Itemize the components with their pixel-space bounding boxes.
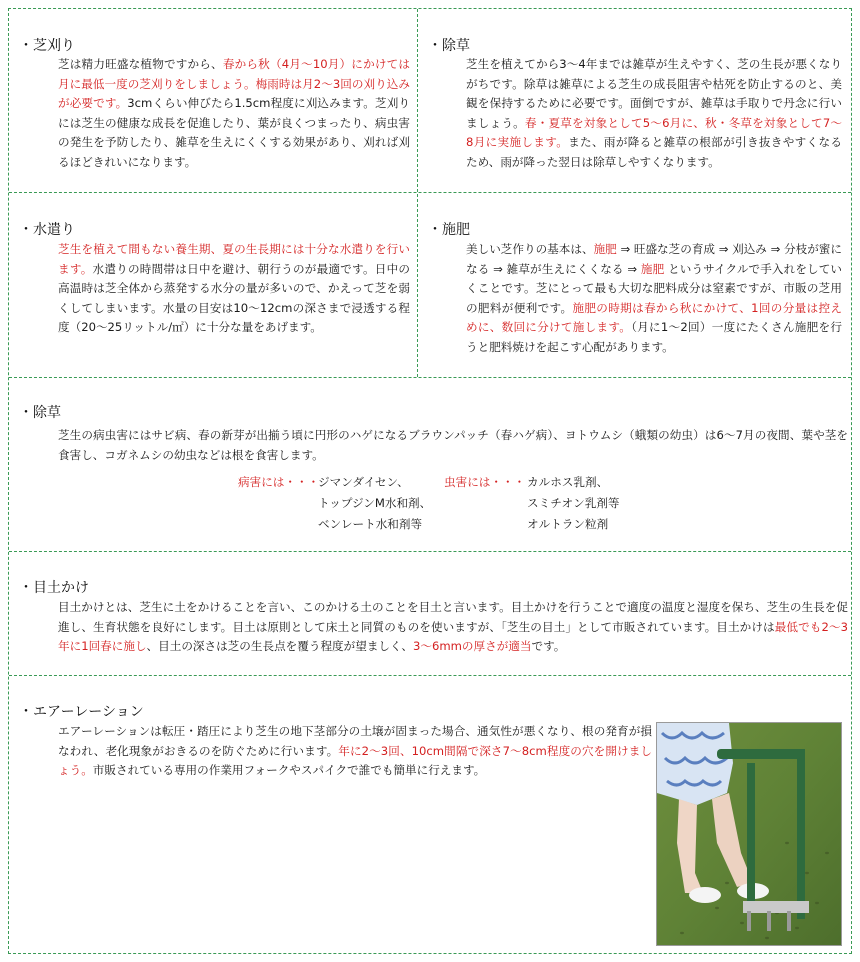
highlighted-text: 施肥の時期は春から秋にかけて、1回の分量は控えめに、数回に分けて施します。 [466,300,842,334]
body-text: エアーレーションは転圧・踏圧により芝生の地下茎部分の土壌が固まった場合、通気性が悪くなり、根の発育が損なわれ、老化現象がおきるのを防ぐために行います。 [58,724,652,758]
body-text: 美しい芝作りの基本は、 [466,242,594,256]
body-text: 目土かけとは、芝生に土をかけることを言い、このかける土のことを目土と言います。目土かけを行うことで適度の温度と湿度を保ち、芝生の生長を促進し、生育状態を良好にします。目土は原則として床土と同質のものを使いますが、「芝生の目土」として市販されています。目土かけは [58,600,848,634]
divider [417,9,418,377]
insect-item: スミチオン乳剤等 [527,496,620,510]
insect-label: 虫害には・・・ [444,475,526,489]
body-text: です。 [531,639,566,653]
aeration-photo [656,722,842,946]
highlighted-text: 3～6mmの厚さが適当 [412,639,532,653]
body-text: 水遣りの時間帯は日中を避け、朝行うのが最適です。日中の高温時は芝全体から蒸発する水分の量が多いので、かえって芝を弱くしてしまいます。水量の目安は10～12cmの深さまで浸透する程度（20～25リットル/㎡）に十分な量をあげます。 [58,261,410,334]
section-title-mowing: ・芝刈り [19,38,75,54]
section-title-fertilizing: ・施肥 [428,222,470,238]
section-body-aeration [58,722,652,781]
body-text: 3cmくらい伸びたら1.5cm程度に刈込みます。芝刈りには芝生の健康な成長を促進したり、葉が良くつまったり、病虫害の発生を予防したり、雑草を生えにくくする効果があり、刈れば刈るほどきれいになります。 [58,96,410,169]
section-body-fertilizing [466,240,842,357]
section-title-weeding: ・除草 [428,38,470,54]
divider [9,675,851,676]
body-text: ⇒ 旺盛な芝の育成 ⇒ 刈込み ⇒ 分枝が蜜になる ⇒ 雑草が生えにくくなる ⇒ [466,242,842,276]
insect-item: カルホス乳剤、 [527,475,609,489]
disease-item: トップジンM水和剤、 [318,496,432,510]
section-title-aeration: ・エアーレーション [19,704,144,720]
highlighted-text: 施肥 [640,261,665,276]
body-text: （月に1～2回）一度にたくさん施肥を行うと肥料焼けを起こす心配があります。 [466,320,842,354]
section-title-topdressing: ・目土かけ [19,580,89,596]
disease-item: ベンレート水和剤等 [318,517,423,531]
highlighted-text: 施肥 [593,242,617,256]
highlighted-text: 年に2～3回、10cm間隔で深さ7～8cm程度の穴を開けましょう。 [58,743,652,777]
section-title-watering: ・水遣り [19,222,75,238]
section-body-watering [58,240,410,338]
section-body-pests: 芝生の病虫害にはサビ病、春の新芽が出揃う頃に円形のハゲになるブラウンパッチ（春ハゲ病）、ヨトウムシ（蛾類の幼虫）は6～7月の夜間、葉や茎を食害し、コガネムシの幼虫などは根を食害します。 [58,428,848,462]
divider [9,377,851,378]
highlighted-text: 最低でも2～3年に1回春に施し [58,619,848,653]
disease-item: ジマンダイセン、 [318,475,409,489]
highlighted-text: 春から秋（4月～10月）にかけては月に最低一度の芝刈りをしましょう。梅雨時は月2～3回の刈り込みが必要です。 [58,57,410,110]
body-text: 市販されている専用の作業用フォークやスパイクで誰でも簡単に行えます。 [92,763,486,777]
section-body-mowing [58,55,410,172]
section-title-pests: ・除草 [19,405,61,421]
body-text: というサイクルで手入れをしていくことです。芝にとって最も大切な肥料成分は窒素ですが、市販の芝用の肥料が便利です。 [466,261,842,315]
body-text: 芝は精力旺盛な植物ですから、 [58,57,223,71]
insect-item: オルトラン粒剤 [527,517,609,531]
divider [9,551,851,552]
body-text: 芝生を植えてから3～4年までは雑草が生えやすく、芝の生長が悪くなりがちです。除草は雑草による芝生の成長阻害や枯死を防止するのと、美観を保持するために必要です。面倒ですが、雑草は手取りで丹念に行いましょう。 [466,57,842,130]
section-body-topdressing [58,598,848,657]
divider [9,192,851,193]
body-text: 、目土の深さは芝の生長点を覆う程度が望ましく、 [146,639,413,653]
highlighted-text: 芝生を植えて間もない養生期、夏の生長期には十分な水遣りを行います。 [58,242,410,276]
body-text: また、雨が降ると雑草の根部が引き抜きやすくなるため、雨が降った翌日は除草しやすくなります。 [466,135,842,169]
section-body-weeding [466,55,842,172]
disease-label: 病害には・・・ [238,475,320,489]
highlighted-text: 春・夏草を対象として5～6月に、秋・冬草を対象として7～8月に実施します。 [466,115,842,149]
